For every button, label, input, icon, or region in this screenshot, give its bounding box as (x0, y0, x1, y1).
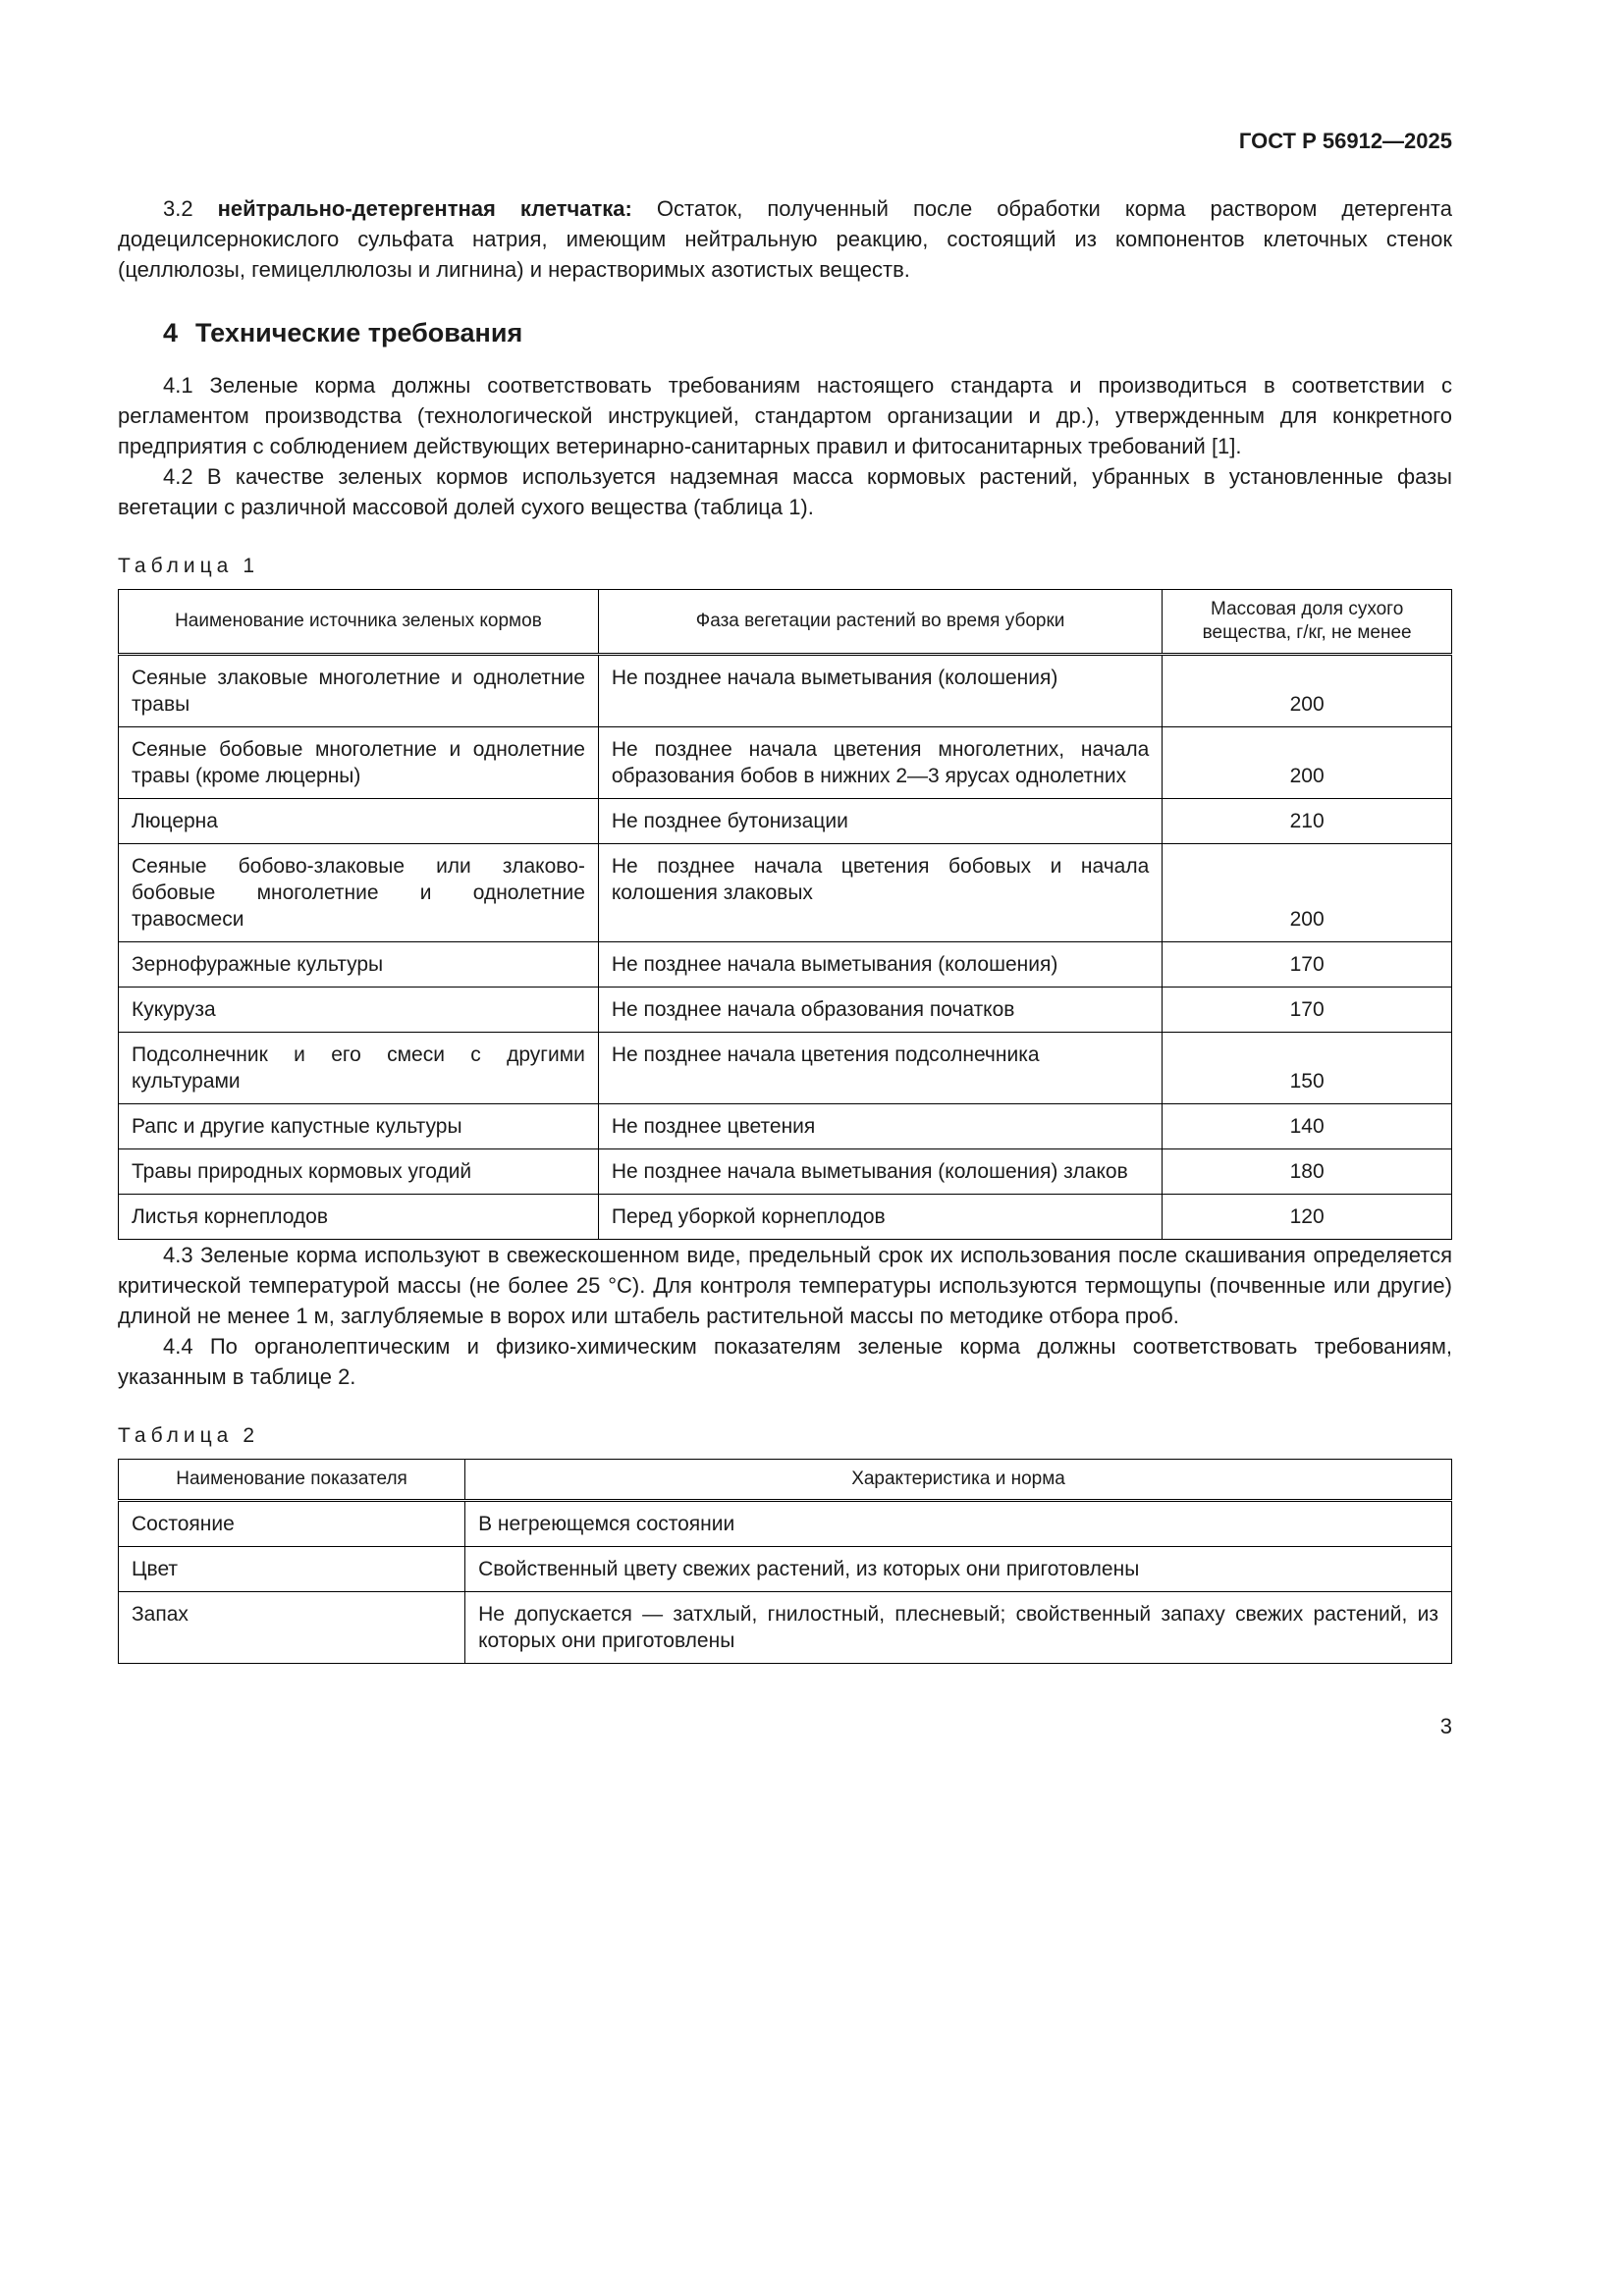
table-1-header-row (119, 590, 1452, 655)
cell-value: 180 (1163, 1149, 1452, 1195)
cell-source: Травы природных кормовых угодий (119, 1149, 599, 1195)
table-1 (118, 589, 1452, 1240)
cell-source: Люцерна (119, 799, 599, 844)
table-row (119, 1033, 1452, 1104)
cell-phase: Не позднее начала цветения многолетних, начала образования бобов в нижних 2—3 ярусах однолетних (598, 727, 1162, 799)
section-number: 4 (163, 318, 179, 347)
table-row (119, 1104, 1452, 1149)
table-1-header-source: Наименование источника зеленых кормов (119, 590, 599, 655)
cell-phase: Перед уборкой корнеплодов (598, 1195, 1162, 1240)
paragraph-4-2: 4.2 В качестве зеленых кормов используется надземная масса кормовых растений, убранных в установленные фазы вегетации с различной массовой долей сухого вещества (таблица 1). (118, 464, 1452, 519)
table-row (119, 655, 1452, 727)
cell-indicator: Запах (119, 1592, 465, 1664)
table-2-header-name: Наименование показателя (119, 1460, 465, 1501)
cell-source: Кукуруза (119, 988, 599, 1033)
cell-value: 210 (1163, 799, 1452, 844)
table-1-label (118, 554, 1452, 578)
cell-value: 170 (1163, 942, 1452, 988)
cell-value: 150 (1163, 1033, 1452, 1104)
table-row (119, 942, 1452, 988)
clause-text: Остаток, полученный после обработки корма раствором детергента додецилсернокислого сульфата натрия, имеющим нейтральную реакцию, состоящий из компонентов клеточных стенок (целлюлозы, гемицеллюлозы и лигнина) и нерастворимых азотистых веществ. (118, 196, 1453, 282)
table-1-header-phase: Фаза вегетации растений во время уборки (598, 590, 1162, 655)
cell-norm: В негреющемся состоянии (465, 1501, 1452, 1547)
table-label-word: Таблица (118, 555, 234, 577)
section-title: Технические требования (195, 318, 523, 347)
table-row (119, 1501, 1452, 1547)
table-label-number: 2 (243, 1424, 255, 1447)
cell-phase: Не позднее начала выметывания (колошения) (598, 942, 1162, 988)
cell-source: Сеяные бобово-злаковые или злаково-бобовые многолетние и однолетние травосмеси (119, 844, 599, 942)
table-2-header-norm: Характеристика и норма (465, 1460, 1452, 1501)
table-row (119, 1195, 1452, 1240)
table-2-label (118, 1423, 1452, 1448)
cell-phase: Не позднее начала цветения подсолнечника (598, 1033, 1162, 1104)
cell-phase: Не позднее начала выметывания (колошения) злаков (598, 1149, 1162, 1195)
cell-phase: Не позднее начала образования початков (598, 988, 1162, 1033)
table-row (119, 799, 1452, 844)
paragraph-4-3: 4.3 Зеленые корма используют в свежескошенном виде, предельный срок их использования после скашивания определяется критической температурой массы (не более 25 °С). Для контроля температуры используются термощупы (почвенные или другие) длиной не менее 1 м, заглубляемые в ворох или штабель растительной массы по методике отбора проб. (118, 1243, 1452, 1328)
cell-value: 170 (1163, 988, 1452, 1033)
table-2 (118, 1459, 1452, 1664)
cell-source: Листья корнеплодов (119, 1195, 599, 1240)
doc-code: ГОСТ Р 56912—2025 (1238, 129, 1452, 153)
cell-phase: Не позднее бутонизации (598, 799, 1162, 844)
table-row (119, 988, 1452, 1033)
table-row (119, 1547, 1452, 1592)
table-row (119, 727, 1452, 799)
table-label-number: 1 (243, 555, 255, 577)
cell-norm: Не допускается — затхлый, гнилостный, плесневый; свойственный запаху свежих растений, из которых они приготовлены (465, 1592, 1452, 1664)
cell-value: 200 (1163, 844, 1452, 942)
clause-number: 3.2 (163, 196, 218, 221)
table-label-word: Таблица (118, 1424, 234, 1447)
table-row (119, 1592, 1452, 1664)
table-row (119, 1149, 1452, 1195)
cell-source: Сеяные бобовые многолетние и однолетние травы (кроме люцерны) (119, 727, 599, 799)
cell-norm: Свойственный цвету свежих растений, из которых они приготовлены (465, 1547, 1452, 1592)
cell-source: Сеяные злаковые многолетние и однолетние травы (119, 655, 599, 727)
page-number: 3 (1439, 1714, 1452, 1738)
table-2-header-row (119, 1460, 1452, 1501)
paragraph-4-1: 4.1 Зеленые корма должны соответствовать требованиям настоящего стандарта и производиться в соответствии с регламентом производства (технологической инструкцией, стандартом организации и др.), утвержденным для конкретного предприятия с соблюдением действующих ветеринарно-санитарных правил и фитосанитарных требований [1]. (118, 373, 1452, 458)
cell-indicator: Цвет (119, 1547, 465, 1592)
section-heading (118, 318, 1452, 348)
cell-indicator: Состояние (119, 1501, 465, 1547)
cell-value: 200 (1163, 655, 1452, 727)
cell-source: Зернофуражные культуры (119, 942, 599, 988)
cell-phase: Не позднее начала цветения бобовых и начала колошения злаковых (598, 844, 1162, 942)
paragraph-4-4: 4.4 По органолептическим и физико-химическим показателям зеленые корма должны соответствовать требованиям, указанным в таблице 2. (118, 1334, 1452, 1389)
cell-phase: Не позднее цветения (598, 1104, 1162, 1149)
table-1-header-value: Массовая доля сухого вещества, г/кг, не менее (1163, 590, 1452, 655)
cell-value: 200 (1163, 727, 1452, 799)
cell-source: Подсолнечник и его смеси с другими культурами (119, 1033, 599, 1104)
term-bold: нейтрально-детергентная клетчатка: (217, 196, 657, 221)
paragraph-3-2 (118, 193, 1452, 285)
cell-phase: Не позднее начала выметывания (колошения) (598, 655, 1162, 727)
cell-value: 120 (1163, 1195, 1452, 1240)
table-row (119, 844, 1452, 942)
cell-source: Рапс и другие капустные культуры (119, 1104, 599, 1149)
cell-value: 140 (1163, 1104, 1452, 1149)
